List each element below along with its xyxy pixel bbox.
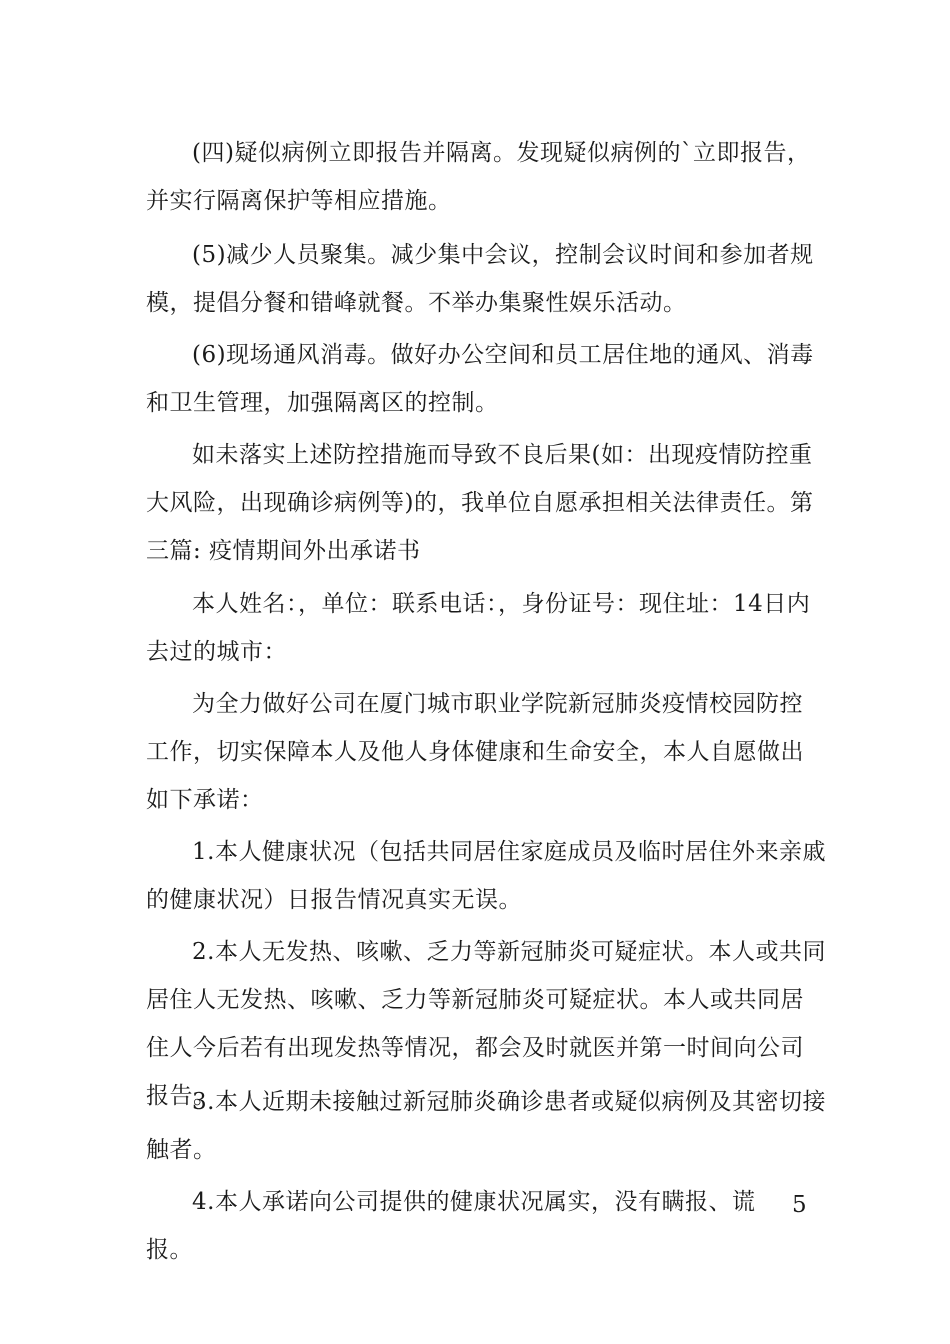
paragraph-personal-info: 本人姓名：，单位：联系电话：，身份证号：现住址：14日内去过的城市： [146,591,811,665]
paragraph-pledge-intro: 为全力做好公司在厦门城市职业学院新冠肺炎疫情校园防控工作，切实保障本人及他人身体健康和生命安全，本人自愿做出如下承诺： [146,691,804,813]
paragraph-pledge-3: 3.本人近期未接触过新冠肺炎确诊患者或疑似病例及其密切接触者。 [146,1089,826,1163]
paragraph-reduce-gathering: (5)减少人员聚集。减少集中会议，控制会议时间和参加者规模，提倡分餐和错峰就餐。不举办集聚性娱乐活动。 [146,242,814,316]
paragraph-liability: 如未落实上述防控措施而导致不良后果(如：出现疫情防控重大风险，出现确诊病例等)的，我单位自愿承担相关法律责任。第三篇: 疫情期间外出承诺书 [146,442,814,564]
paragraph-pledge-2: 2.本人无发热、咳嗽、乏力等新冠肺炎可疑症状。本人或共同居住人无发热、咳嗽、乏力等新冠肺炎可疑症状。本人或共同居住人今后若有出现发热等情况，都会及时就医并第一时间向公司报告。 [146,939,826,1109]
paragraph-isolation: (四)疑似病例立即报告并隔离。发现疑似病例的`立即报告，并实行隔离保护等相应措施。 [146,140,811,214]
paragraph-pledge-4: 4.本人承诺向公司提供的健康状况属实，没有瞒报、谎报。 [146,1189,756,1263]
page-number: 5 [792,1192,807,1218]
paragraph-pledge-1: 1.本人健康状况（包括共同居住家庭成员及临时居住外来亲戚的健康状况）日报告情况真实无误。 [146,839,826,913]
paragraph-ventilation: (6)现场通风消毒。做好办公空间和员工居住地的通风、消毒和卫生管理，加强隔离区的控制。 [146,342,814,416]
